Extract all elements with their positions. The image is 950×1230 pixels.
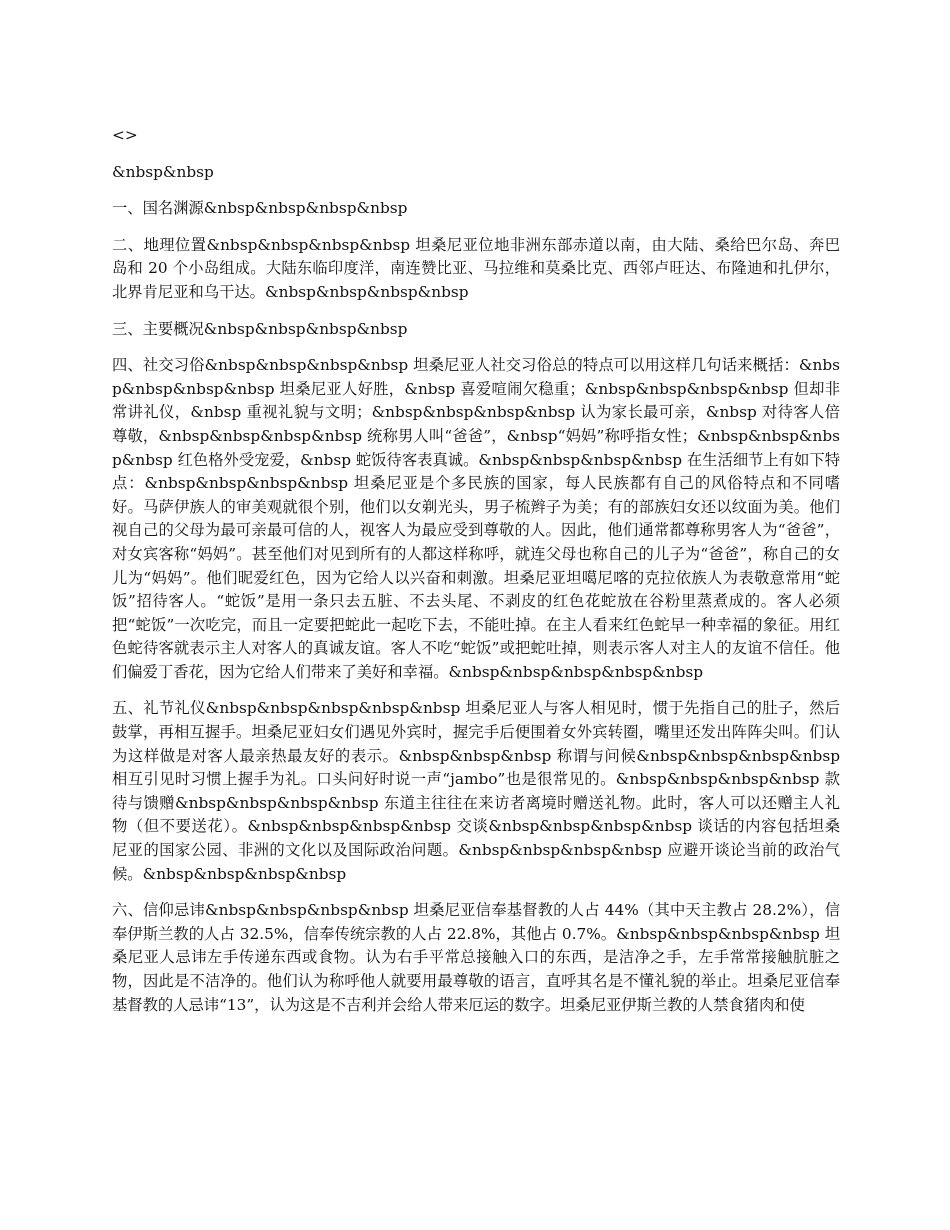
paragraph-placeholder-brackets: <> bbox=[112, 126, 138, 144]
paragraph-section-1-name-origin: 一、国名渊源&nbsp&nbsp&nbsp&nbsp bbox=[112, 199, 408, 218]
paragraph-section-4-social-customs: 四、社交习俗&nbsp&nbsp&nbsp&nbsp 坦桑尼亚人社交习俗总的特点可以用这样几句话来概括：&nbsp&nbsp&nbsp&nbsp 坦桑尼亚人好胜，&nbsp 喜爱喧闹欠稳重；&nbsp&nbsp&nbsp&nbsp 但却非常讲礼仪，&nbsp 重视礼貌与文明；&nbsp&nbsp&nbsp&nbsp 认为家长最可亲，&nbsp 对待客人倍尊敬，&nbsp&nbsp&nbsp&nbsp 统称男人叫“爸爸”，&nbsp“妈妈”称呼指女性；&nbsp&nbsp&nbsp&nbsp 红色格外受宠爱，&nbsp 蛇饭待客表真诚。&nbsp&nbsp&nbsp&nbsp 在生活细节上有如下特点：&nbsp&nbsp&nbsp&nbsp 坦桑尼亚是个多民族的国家，每人民族都有自己的风俗特点和不同嗜好。马萨伊族人的审美观就很个别，他们以女剃光头，男子梳辫子为美；有的部族妇女还以纹面为美。他们视自己的父母为最可亲最可信的人，视客人为最应受到尊敬的人。因此，他们通常都尊称男客人为“爸爸”，对女宾客称“妈妈”。甚至他们对见到所有的人都这样称呼，就连父母也称自己的儿子为“爸爸”，称自己的女儿为“妈妈”。他们昵爱红色，因为它给人以兴奋和刺激。坦桑尼亚坦噶尼喀的克拉依族人为表敬意常用“蛇饭”招待客人。“蛇饭”是用一条只去五脏、不去头尾、不剥皮的红色花蛇放在谷粉里蒸煮成的。客人必须把“蛇饭”一次吃完，而且一定要把蛇此一起吃下去，不能吐掉。在主人看来红色蛇早一种幸福的象征。用红色蛇待客就表示主人对客人的真诚友谊。客人不吃“蛇饭”或把蛇吐掉，则表示客人对主人的友谊不信任。他们偏爱丁香花，因为它给人们带来了美好和幸福。&nbsp&nbsp&nbsp&nbsp&nbsp bbox=[112, 356, 840, 681]
paragraph-section-6-beliefs-taboos: 六、信仰忌讳&nbsp&nbsp&nbsp&nbsp 坦桑尼亚信奉基督教的人占 44%（其中天主教占 28.2%），信奉伊斯兰教的人占 32.5%，信奉传统宗教的人占 22.8%，其他占 0.7%。&nbsp&nbsp&nbsp&nbsp 坦桑尼亚人忌讳左手传递东西或食物。认为右手平常总接触入口的东西，是洁净之手，左手常常接触肮脏之物，因此是不洁净的。他们认为称呼他人就要用最尊敬的语言，直呼其名是不懂礼貌的举止。坦桑尼亚信奉基督教的人忌讳“13”，认为这是不吉利并会给人带来厄运的数字。坦桑尼亚伊斯兰教的人禁食猪肉和使 bbox=[112, 901, 840, 1014]
paragraph-section-5-etiquette: 五、礼节礼仪&nbsp&nbsp&nbsp&nbsp&nbsp 坦桑尼亚人与客人相见时，惯于先指自己的肚子，然后鼓掌，再相互握手。坦桑尼亚妇女们遇见外宾时，握完手后便围着女外宾转圈，嘴里还发出阵阵尖叫。们认为这样做是对客人最亲热最友好的表示。&nbsp&nbsp&nbsp 称谓与问候&nbsp&nbsp&nbsp&nbsp 相互引见时习惯上握手为礼。口头问好时说一声“jambo”也是很常见的。&nbsp&nbsp&nbsp&nbsp 款待与馈赠&nbsp&nbsp&nbsp&nbsp 东道主往往在来访者离境时赠送礼物。此时，客人可以还赠主人礼物（但不要送花）。&nbsp&nbsp&nbsp&nbsp 交谈&nbsp&nbsp&nbsp&nbsp 谈话的内容包括坦桑尼亚的国家公园、非洲的文化以及国际政治问题。&nbsp&nbsp&nbsp&nbsp 应避开谈论当前的政治气候。&nbsp&nbsp&nbsp&nbsp bbox=[112, 699, 840, 883]
paragraph-nbsp: &nbsp&nbsp bbox=[112, 162, 214, 181]
paragraph-section-2-geography: 二、地理位置&nbsp&nbsp&nbsp&nbsp 坦桑尼亚位地非洲东部赤道以南，由大陆、桑给巴尔岛、奔巴岛和 20 个小岛组成。大陆东临印度洋，南连赞比亚、马拉维和莫桑比克、西邻卢旺达、布隆迪和扎伊尔，北界肯尼亚和乌干达。&nbsp&nbsp&nbsp&nbsp bbox=[112, 235, 840, 301]
paragraph-section-3-overview: 三、主要概况&nbsp&nbsp&nbsp&nbsp bbox=[112, 319, 408, 338]
document-body bbox=[112, 124, 840, 1030]
